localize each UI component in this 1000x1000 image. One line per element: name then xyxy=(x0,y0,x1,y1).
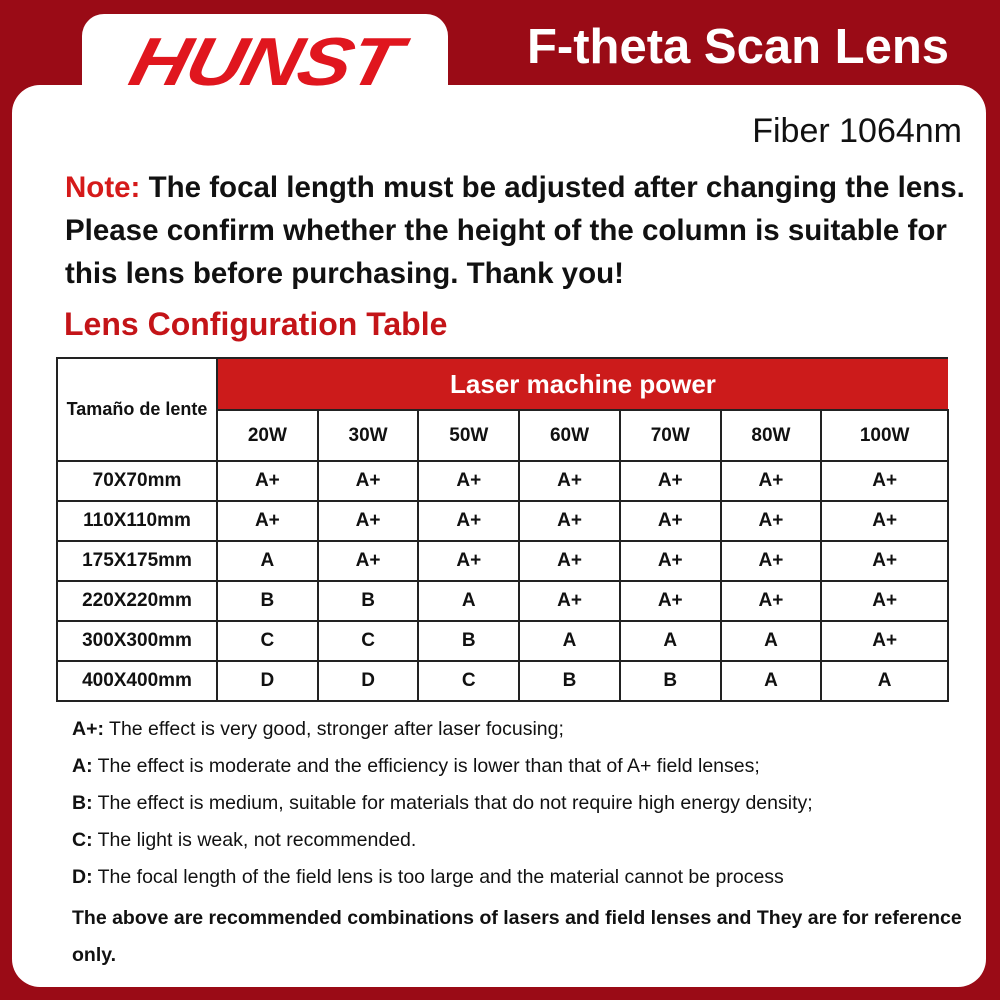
rating-cell: A xyxy=(721,621,822,661)
rating-cell: A+ xyxy=(721,461,822,501)
legend-item xyxy=(72,751,972,788)
lens-size-cell: 70X70mm xyxy=(57,461,217,501)
rating-cell: A+ xyxy=(217,501,318,541)
legend-key: B: xyxy=(72,792,93,814)
rating-cell: A+ xyxy=(519,541,620,581)
lens-config-table xyxy=(56,357,949,702)
rating-cell: A xyxy=(721,661,822,701)
rating-cell: A+ xyxy=(418,501,519,541)
footer-note: The above are recommended combinations of lasers and field lenses and They are for reference only. xyxy=(72,907,962,966)
legend-text: The effect is medium, suitable for materials that do not require high energy density; xyxy=(92,792,813,814)
rating-cell: A+ xyxy=(721,581,822,621)
power-group-header: Laser machine power xyxy=(217,358,948,410)
lens-size-cell: 110X110mm xyxy=(57,501,217,541)
rating-cell: A+ xyxy=(519,501,620,541)
rating-cell: A+ xyxy=(821,541,948,581)
legend-item xyxy=(72,862,972,899)
legend-text: The effect is very good, stronger after laser focusing; xyxy=(103,718,564,740)
legend-text: The light is weak, not recommended. xyxy=(92,829,417,851)
rating-cell: C xyxy=(318,621,419,661)
rating-cell: A+ xyxy=(318,541,419,581)
lens-size-cell: 220X220mm xyxy=(57,581,217,621)
section-title: Lens Configuration Table xyxy=(64,306,448,342)
legend-text: The focal length of the field lens is too large and the material cannot be process xyxy=(92,866,784,888)
rating-cell: A xyxy=(620,621,721,661)
rating-cell: A+ xyxy=(821,501,948,541)
rating-cell: A+ xyxy=(821,461,948,501)
rating-cell: C xyxy=(217,621,318,661)
column-header: 20W xyxy=(217,410,318,461)
note-label: Note: xyxy=(65,171,141,204)
rating-cell: A+ xyxy=(519,581,620,621)
legend-key: D: xyxy=(72,866,93,888)
legend-item xyxy=(72,788,972,825)
lens-size-cell: 400X400mm xyxy=(57,661,217,701)
column-header: 80W xyxy=(721,410,822,461)
rating-cell: A+ xyxy=(318,501,419,541)
legend-item xyxy=(72,714,972,751)
column-header: 30W xyxy=(318,410,419,461)
rating-legend xyxy=(72,714,972,899)
rating-cell: A+ xyxy=(318,461,419,501)
legend-key: A: xyxy=(72,755,93,777)
rating-cell: A+ xyxy=(620,541,721,581)
rating-cell: A+ xyxy=(418,541,519,581)
page-title: F-theta Scan Lens xyxy=(526,20,950,74)
rating-cell: B xyxy=(217,581,318,621)
column-header: 70W xyxy=(620,410,721,461)
rating-cell: A xyxy=(821,661,948,701)
legend-item xyxy=(72,825,972,862)
column-header: 50W xyxy=(418,410,519,461)
brand-logo: HUNST xyxy=(122,23,408,99)
legend-key: A+: xyxy=(72,718,104,740)
row-header: Tamaño de lente xyxy=(57,358,217,461)
note-paragraph xyxy=(65,166,965,295)
rating-cell: A xyxy=(217,541,318,581)
rating-cell: A+ xyxy=(620,501,721,541)
rating-cell: A+ xyxy=(721,501,822,541)
rating-cell: A xyxy=(519,621,620,661)
column-header: 60W xyxy=(519,410,620,461)
table-row xyxy=(57,461,948,501)
rating-cell: C xyxy=(418,661,519,701)
note-text: The focal length must be adjusted after changing the lens. Please confirm whether the height of the column is suitable for this lens before purchasing. Thank you! xyxy=(65,171,965,290)
lens-size-cell: 175X175mm xyxy=(57,541,217,581)
rating-cell: A+ xyxy=(721,541,822,581)
table-row xyxy=(57,581,948,621)
logo-box xyxy=(82,14,448,109)
rating-cell: D xyxy=(318,661,419,701)
column-header: 100W xyxy=(821,410,948,461)
lens-size-cell: 300X300mm xyxy=(57,621,217,661)
rating-cell: A+ xyxy=(620,581,721,621)
rating-cell: A+ xyxy=(821,621,948,661)
rating-cell: A xyxy=(418,581,519,621)
rating-cell: A+ xyxy=(418,461,519,501)
rating-cell: B xyxy=(418,621,519,661)
legend-text: The effect is moderate and the efficiency is lower than that of A+ field lenses; xyxy=(92,755,760,777)
rating-cell: A+ xyxy=(217,461,318,501)
rating-cell: B xyxy=(620,661,721,701)
table-row xyxy=(57,501,948,541)
rating-cell: A+ xyxy=(620,461,721,501)
rating-cell: B xyxy=(519,661,620,701)
legend-key: C: xyxy=(72,829,93,851)
rating-cell: B xyxy=(318,581,419,621)
rating-cell: A+ xyxy=(519,461,620,501)
rating-cell: A+ xyxy=(821,581,948,621)
table-row xyxy=(57,541,948,581)
table-row xyxy=(57,621,948,661)
table-row xyxy=(57,661,948,701)
rating-cell: D xyxy=(217,661,318,701)
page-subtitle: Fiber 1064nm xyxy=(752,112,962,150)
